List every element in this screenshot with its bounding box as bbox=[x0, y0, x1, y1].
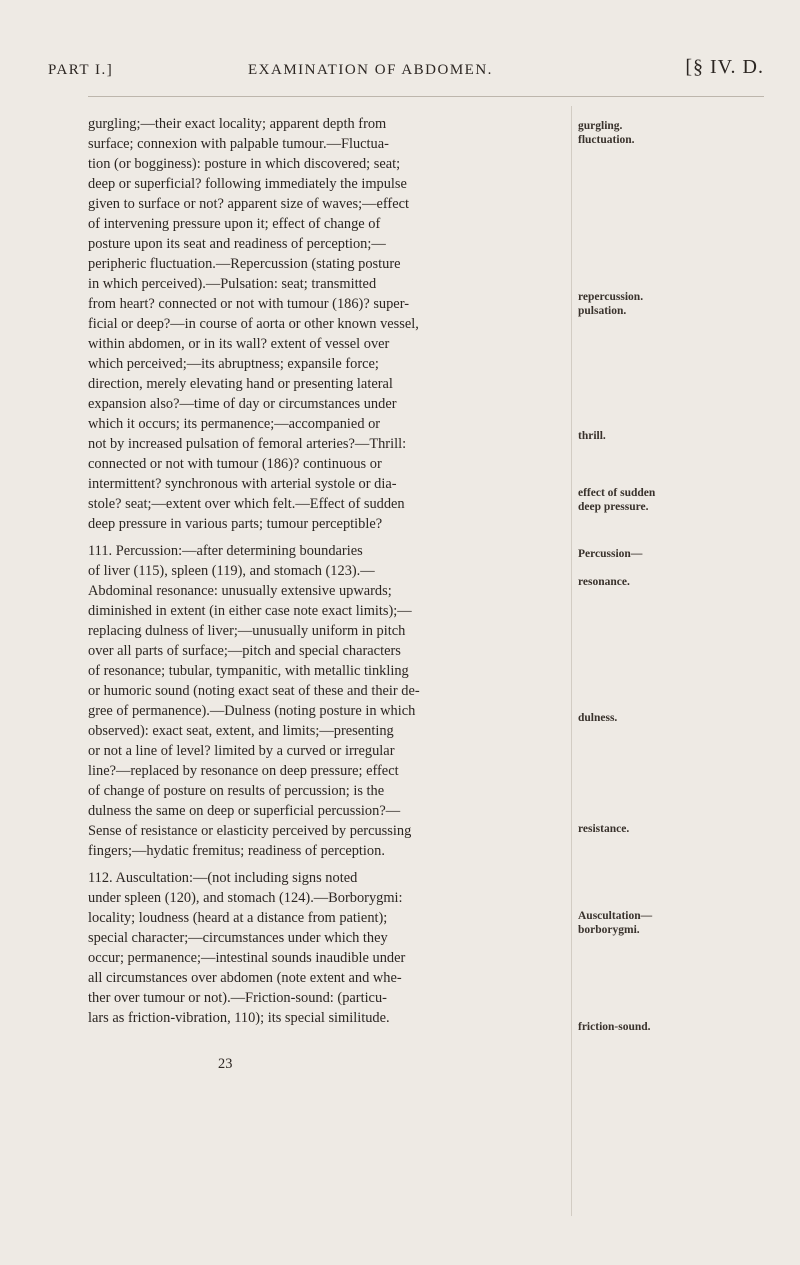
text-line: line?—replaced by resonance on deep pressure; effect bbox=[88, 763, 399, 779]
text-line: deep or superficial? following immediately the impulse bbox=[88, 176, 407, 192]
text-line: special character;—circumstances under which they bbox=[88, 930, 388, 946]
margin-note: effect of sudden bbox=[578, 487, 656, 499]
text-line: from heart? connected or not with tumour (186)? super- bbox=[88, 296, 409, 312]
margin-note: dulness. bbox=[578, 712, 618, 724]
text-line: occur; permanence;—intestinal sounds inaudible under bbox=[88, 950, 406, 966]
text-line: lars as friction-vibration, 110); its special similitude. bbox=[88, 1010, 390, 1026]
text-line: observed): exact seat, extent, and limits;—presenting bbox=[88, 723, 394, 739]
text-line: or not a line of level? limited by a curved or irregular bbox=[88, 743, 395, 759]
text-line: gree of permanence).—Dulness (noting posture in which bbox=[88, 703, 416, 719]
text-line: within abdomen, or in its wall? extent of vessel over bbox=[88, 336, 390, 352]
text-line: in which perceived).—Pulsation: seat; transmitted bbox=[88, 276, 377, 292]
running-header bbox=[48, 54, 764, 88]
text-line: all circumstances over abdomen (note extent and whe- bbox=[88, 970, 402, 986]
text-line: ficial or deep?—in course of aorta or other known vessel, bbox=[88, 316, 419, 332]
text-line: surface; connexion with palpable tumour.—Fluctua- bbox=[88, 136, 389, 152]
text-line: under spleen (120), and stomach (124).—Borborygmi: bbox=[88, 890, 403, 906]
text-line: posture upon its seat and readiness of perception;— bbox=[88, 236, 386, 252]
text-line: which it occurs; its permanence;—accompanied or bbox=[88, 416, 381, 432]
margin-divider bbox=[571, 106, 572, 1216]
text-line: 111. Percussion:—after determining boundaries bbox=[88, 543, 363, 559]
margin-note: resonance. bbox=[578, 576, 630, 588]
text-line: over all parts of surface;—pitch and special characters bbox=[88, 643, 401, 659]
text-line: tion (or bogginess): posture in which discovered; seat; bbox=[88, 156, 401, 172]
text-line: of liver (115), spleen (119), and stomach (123).— bbox=[88, 563, 375, 579]
text-line: of change of posture on results of percussion; is the bbox=[88, 783, 385, 799]
text-line: not by increased pulsation of femoral arteries?—Thrill: bbox=[88, 436, 407, 452]
margin-note: pulsation. bbox=[578, 305, 627, 317]
text-line: diminished in extent (in either case note exact limits);— bbox=[88, 603, 412, 619]
margin-note: borborygmi. bbox=[578, 924, 640, 936]
text-line: expansion also?—time of day or circumstances under bbox=[88, 396, 397, 412]
text-line: replacing dulness of liver;—unusually uniform in pitch bbox=[88, 623, 406, 639]
text-line: ther over tumour or not).—Friction-sound: (particu- bbox=[88, 990, 387, 1006]
text-line: given to surface or not? apparent size of waves;—effect bbox=[88, 196, 409, 212]
text-line: or humoric sound (noting exact seat of these and their de- bbox=[88, 683, 420, 699]
margin-note: friction-sound. bbox=[578, 1021, 651, 1033]
page-number: 23 bbox=[218, 1056, 233, 1072]
header-section: [§ IV. D. bbox=[685, 56, 764, 78]
margin-note: gurgling. bbox=[578, 120, 623, 132]
body-text bbox=[88, 114, 564, 1028]
text-line: connected or not with tumour (186)? continuous or bbox=[88, 456, 382, 472]
text-line: fingers;—hydatic fremitus; readiness of perception. bbox=[88, 843, 385, 859]
text-line: of intervening pressure upon it; effect of change of bbox=[88, 216, 381, 232]
text-line: intermittent? synchronous with arterial systole or dia- bbox=[88, 476, 397, 492]
text-line: stole? seat;—extent over which felt.—Effect of sudden bbox=[88, 496, 405, 512]
margin-note: deep pressure. bbox=[578, 501, 649, 513]
margin-note: Auscultation— bbox=[578, 910, 653, 922]
header-part: PART I.] bbox=[48, 62, 114, 78]
text-line: which perceived;—its abruptness; expansile force; bbox=[88, 356, 379, 372]
text-line: direction, merely elevating hand or presenting lateral bbox=[88, 376, 393, 392]
text-line: peripheric fluctuation.—Repercussion (stating posture bbox=[88, 256, 401, 272]
text-line: deep pressure in various parts; tumour perceptible? bbox=[88, 516, 383, 532]
margin-note: resistance. bbox=[578, 823, 630, 835]
margin-note: repercussion. bbox=[578, 291, 644, 303]
header-rule bbox=[88, 96, 764, 97]
margin-note: thrill. bbox=[578, 430, 606, 442]
text-line: Abdominal resonance: unusually extensive upwards; bbox=[88, 583, 392, 599]
text-line: dulness the same on deep or superficial percussion?— bbox=[88, 803, 401, 819]
header-title: EXAMINATION OF ABDOMEN. bbox=[248, 62, 493, 78]
text-line: of resonance; tubular, tympanitic, with metallic tinkling bbox=[88, 663, 409, 679]
text-line: Sense of resistance or elasticity perceived by percussing bbox=[88, 823, 412, 839]
margin-note: Percussion— bbox=[578, 548, 643, 560]
margin-note: fluctuation. bbox=[578, 134, 635, 146]
text-line: 112. Auscultation:—(not including signs noted bbox=[88, 870, 358, 886]
text-line: gurgling;—their exact locality; apparent depth from bbox=[88, 116, 387, 132]
text-line: locality; loudness (heard at a distance from patient); bbox=[88, 910, 388, 926]
